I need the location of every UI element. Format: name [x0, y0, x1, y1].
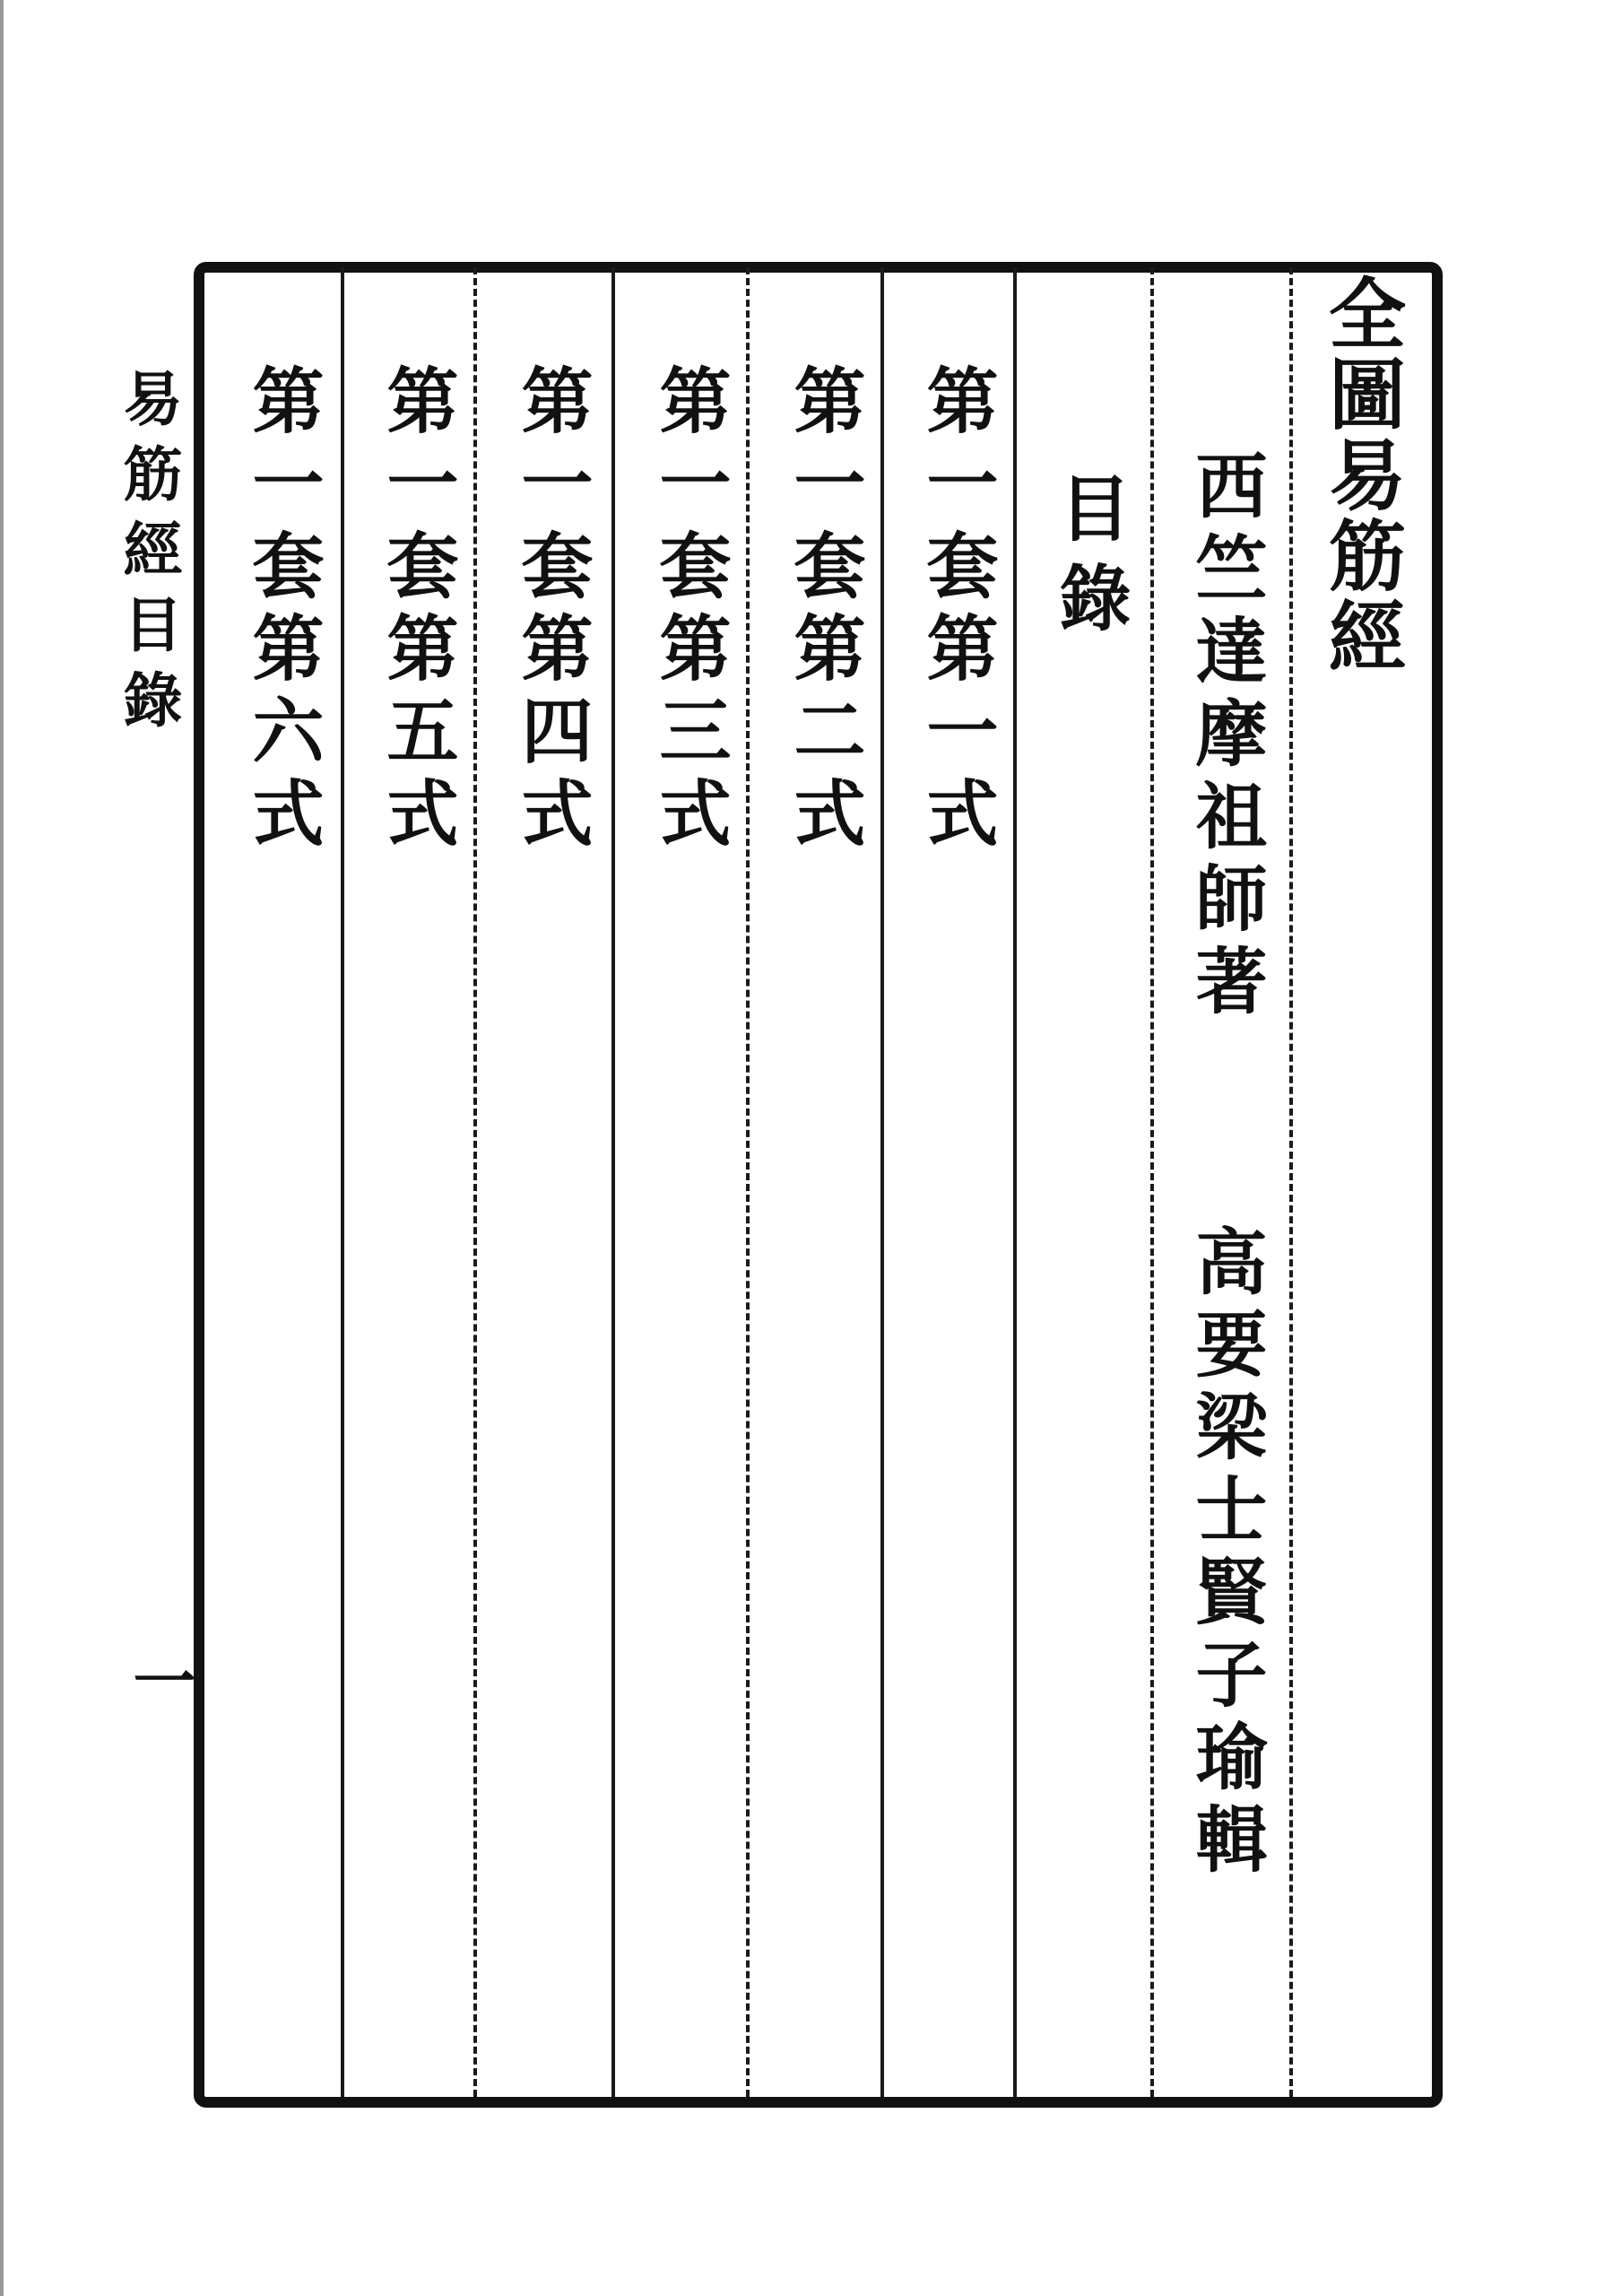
- folio-number: 一: [123, 1648, 197, 1727]
- section-heading: 目錄: [1047, 471, 1132, 650]
- column-rule: [611, 267, 615, 2097]
- toc-entry: 第一套第五式: [375, 363, 459, 858]
- toc-entry: 第一套第一式: [915, 363, 999, 858]
- column-rule: [746, 267, 750, 2097]
- toc-entry: 第一套第三式: [647, 363, 732, 858]
- column-rule: [1289, 267, 1293, 2097]
- page-edge-rule: [0, 0, 4, 2296]
- column-rule: [1013, 267, 1017, 2097]
- column-rule: [473, 267, 477, 2097]
- column-rule: [880, 267, 884, 2097]
- author-line: 西竺達摩祖師著: [1184, 448, 1268, 1026]
- toc-entry: 第一套第二式: [782, 363, 866, 858]
- column-rule: [1150, 267, 1154, 2097]
- editor-line: 高要梁士賢子瑜輯: [1184, 1224, 1268, 1884]
- book-title: 全圖易筋經: [1315, 274, 1406, 677]
- margin-label: 易筋經目錄: [113, 368, 183, 744]
- toc-entry: 第一套第四式: [509, 363, 594, 858]
- toc-entry: 第一套第六式: [240, 363, 325, 858]
- column-rule: [341, 267, 344, 2097]
